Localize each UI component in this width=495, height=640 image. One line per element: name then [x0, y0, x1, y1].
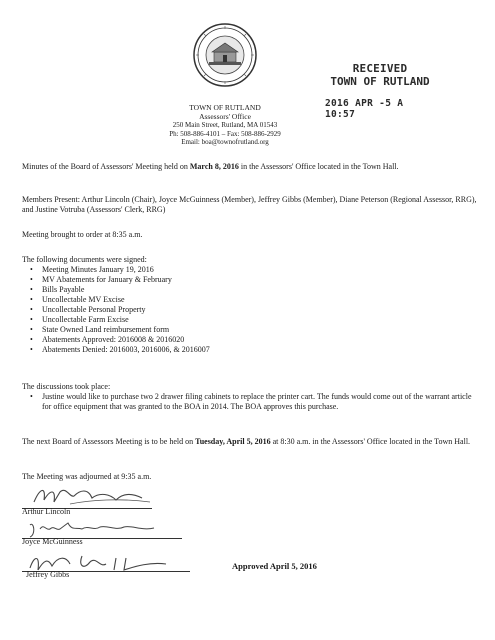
- signature-joyce-mcguinness: [24, 517, 164, 539]
- letterhead: [140, 104, 310, 147]
- meeting-date: March 8, 2016: [189, 162, 239, 171]
- list-item: • Abatements Approved: 2016008 & 2016020: [22, 335, 480, 345]
- list-item: • Bills Payable: [22, 285, 480, 295]
- members-present: Members Present: Arthur Lincoln (Chair), Joyce McGuinness (Member), Jeffrey Gibbs (Member), Diane Peterson (Regional Assessor, RRG), and Justine Votruba (Assessors' Clerk, RRG): [22, 195, 477, 214]
- list-item: • MV Abatements for January & February: [22, 275, 480, 285]
- minutes-intro: Minutes of the Board of Assessors' Meeting held on March 8, 2016 in the Assessors' Office located in the Town Hall.: [22, 162, 399, 171]
- town-seal-icon: [192, 22, 258, 88]
- discussions-section: [22, 382, 480, 412]
- list-item: • State Owned Land reimbursement form: [22, 325, 480, 335]
- stamp-town: TOWN OF RUTLAND: [330, 75, 430, 88]
- signer-name: Joyce McGuinness: [22, 537, 83, 546]
- list-item: • Abatements Denied: 2016003, 2016006, & 2016007: [22, 345, 480, 355]
- documents-list: [22, 265, 480, 355]
- list-item: • Justine would like to purchase two 2 drawer filing cabinets to replace the printer cart. The funds would come out of the warrant article for office equipment that was granted to the BOA in 2014. The BOA approves this purchase.: [22, 392, 480, 412]
- discussions-list: [22, 392, 480, 412]
- meeting-start: Meeting brought to order at 8:35 a.m.: [22, 230, 143, 239]
- letterhead-email: Email: boa@townofrutland.org: [181, 138, 269, 147]
- list-item: • Uncollectable Personal Property: [22, 305, 480, 315]
- next-meeting-date: Tuesday, April 5, 2016: [195, 437, 271, 446]
- signer-name: Jeffrey Gibbs: [26, 570, 70, 579]
- letterhead-address: 250 Main Street, Rutland, MA 01543: [172, 121, 278, 130]
- received-stamp: [325, 62, 435, 120]
- stamp-received: RECEIVED: [352, 62, 408, 75]
- documents-heading: The following documents were signed:: [22, 255, 147, 264]
- discussions-heading: The discussions took place:: [22, 382, 111, 391]
- list-item: • Uncollectable Farm Excise: [22, 315, 480, 325]
- letterhead-town: TOWN OF RUTLAND: [189, 103, 261, 112]
- stamp-datetime: 2016 APR -5 A 10:57: [325, 98, 404, 120]
- meeting-adjourned: The Meeting was adjourned at 9:35 a.m.: [22, 472, 152, 481]
- signer-name: Arthur Lincoln: [22, 507, 71, 516]
- list-item: • Meeting Minutes January 19, 2016: [22, 265, 480, 275]
- documents-section: [22, 255, 480, 355]
- approved-date: Approved April 5, 2016: [232, 561, 317, 571]
- list-item: • Uncollectable MV Excise: [22, 295, 480, 305]
- letterhead-phone: Ph: 508-886-4101 – Fax: 508-886-2929: [169, 129, 281, 138]
- letterhead-office: Assessors' Office: [199, 111, 251, 121]
- next-meeting: The next Board of Assessors Meeting is to be held on Tuesday, April 5, 2016 at 8:30 a.m. in the Assessors' Office located in the Town Hall.: [22, 437, 471, 446]
